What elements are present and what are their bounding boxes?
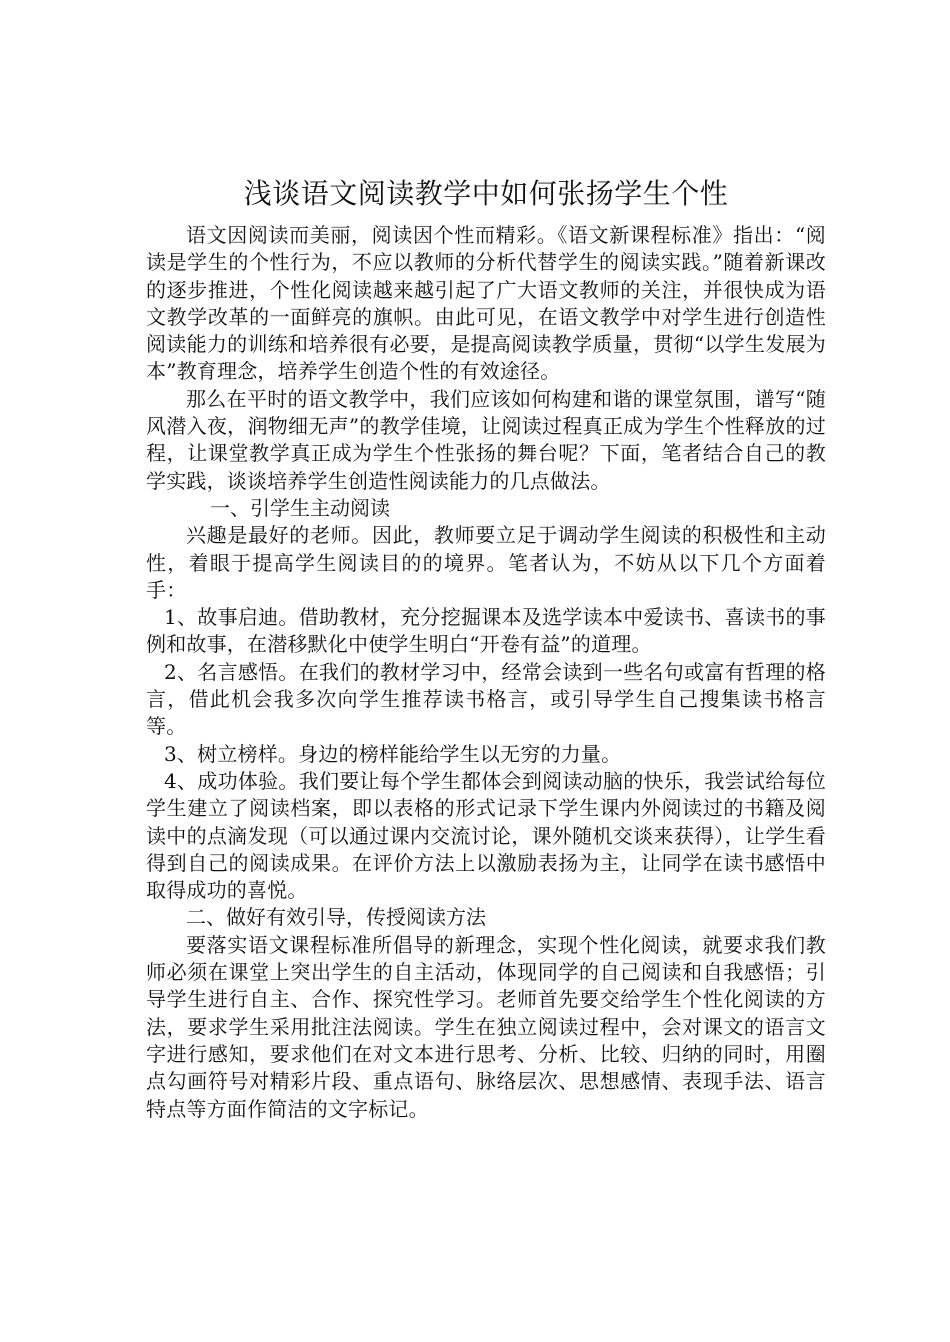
intro-paragraph-2: 那么在平时的语文教学中，我们应该如何构建和谐的课堂氛围，谱写“随风潜入夜，润物细无声”的教学佳境，让阅读过程真正成为学生个性释放的过程，让课堂教学真正成为学生个性张扬的舞台呢？下面，笔者结合自己的教学实践，谈谈培养学生创造性阅读能力的几点做法。 bbox=[146, 386, 826, 493]
intro-paragraph-1: 语文因阅读而美丽，阅读因个性而精彩。《语文新课程标准》指出：“阅读是学生的个性行为，不应以教师的分析代替学生的阅读实践。”随着新课改的逐步推进，个性化阅读越来越引起了广大语文教师的关注，并很快成为语文教学改革的一面鲜亮的旗帜。由此可见，在语文教学中对学生进行创造性阅读能力的训练和培养很有必要，是提高阅读教学质量，贯彻“以学生发展为本”教育理念，培养学生创造个性的有效途径。 bbox=[146, 223, 826, 384]
section-2-body: 要落实语文课程标准所倡导的新理念，实现个性化阅读，就要求我们教师必须在课堂上突出学生的自主活动，体现同学的自己阅读和自我感悟；引导学生进行自主、合作、探究性学习。老师首先要交给学生个性化阅读的方法，要求学生采用批注法阅读。学生在独立阅读过程中，会对课文的语言文字进行感知，要求他们在对文本进行思考、分析、比较、归纳的同时，用圈点勾画符号对精彩片段、重点语句、脉络层次、思想感情、表现手法、语言特点等方面作简洁的文字标记。 bbox=[146, 932, 826, 1121]
document-title: 浅谈语文阅读教学中如何张扬学生个性 bbox=[243, 177, 729, 210]
section-1-item-1: 1、故事启迪。借助教材，充分挖掘课本及选学读本中爱读书、喜读书的事例和故事，在潜移默化中使学生明白“开卷有益”的道理。 bbox=[146, 605, 826, 657]
section-1-heading: 一、引学生主动阅读 bbox=[210, 495, 390, 520]
section-1-intro: 兴趣是最好的老师。因此，教师要立足于调动学生阅读的积极性和主动性，着眼于提高学生阅读目的的境界。笔者认为，不妨从以下几个方面着手： bbox=[146, 523, 826, 602]
section-1-item-3: 3、树立榜样。身边的榜样能给学生以无穷的力量。 bbox=[164, 741, 622, 766]
document-body bbox=[146, 172, 826, 1123]
section-1-item-4: 4、成功体验。我们要让每个学生都体会到阅读动脑的快乐，我尝试给每位学生建立了阅读档案，即以表格的形式记录下学生课内外阅读过的书籍及阅读中的点滴发现（可以通过课内交流讨论，课外随机交谈来获得），让学生看得到自己的阅读成果。在评价方法上以激励表扬为主，让同学在读书感悟中取得成功的喜悦。 bbox=[146, 768, 826, 903]
section-2-heading: 二、做好有效引导，传授阅读方法 bbox=[186, 905, 486, 930]
section-1-item-2: 2、名言感悟。在我们的教材学习中，经常会读到一些名句或富有哲理的格言，借此机会我多次向学生推荐读书格言，或引导学生自己搜集读书格言等。 bbox=[146, 659, 826, 739]
